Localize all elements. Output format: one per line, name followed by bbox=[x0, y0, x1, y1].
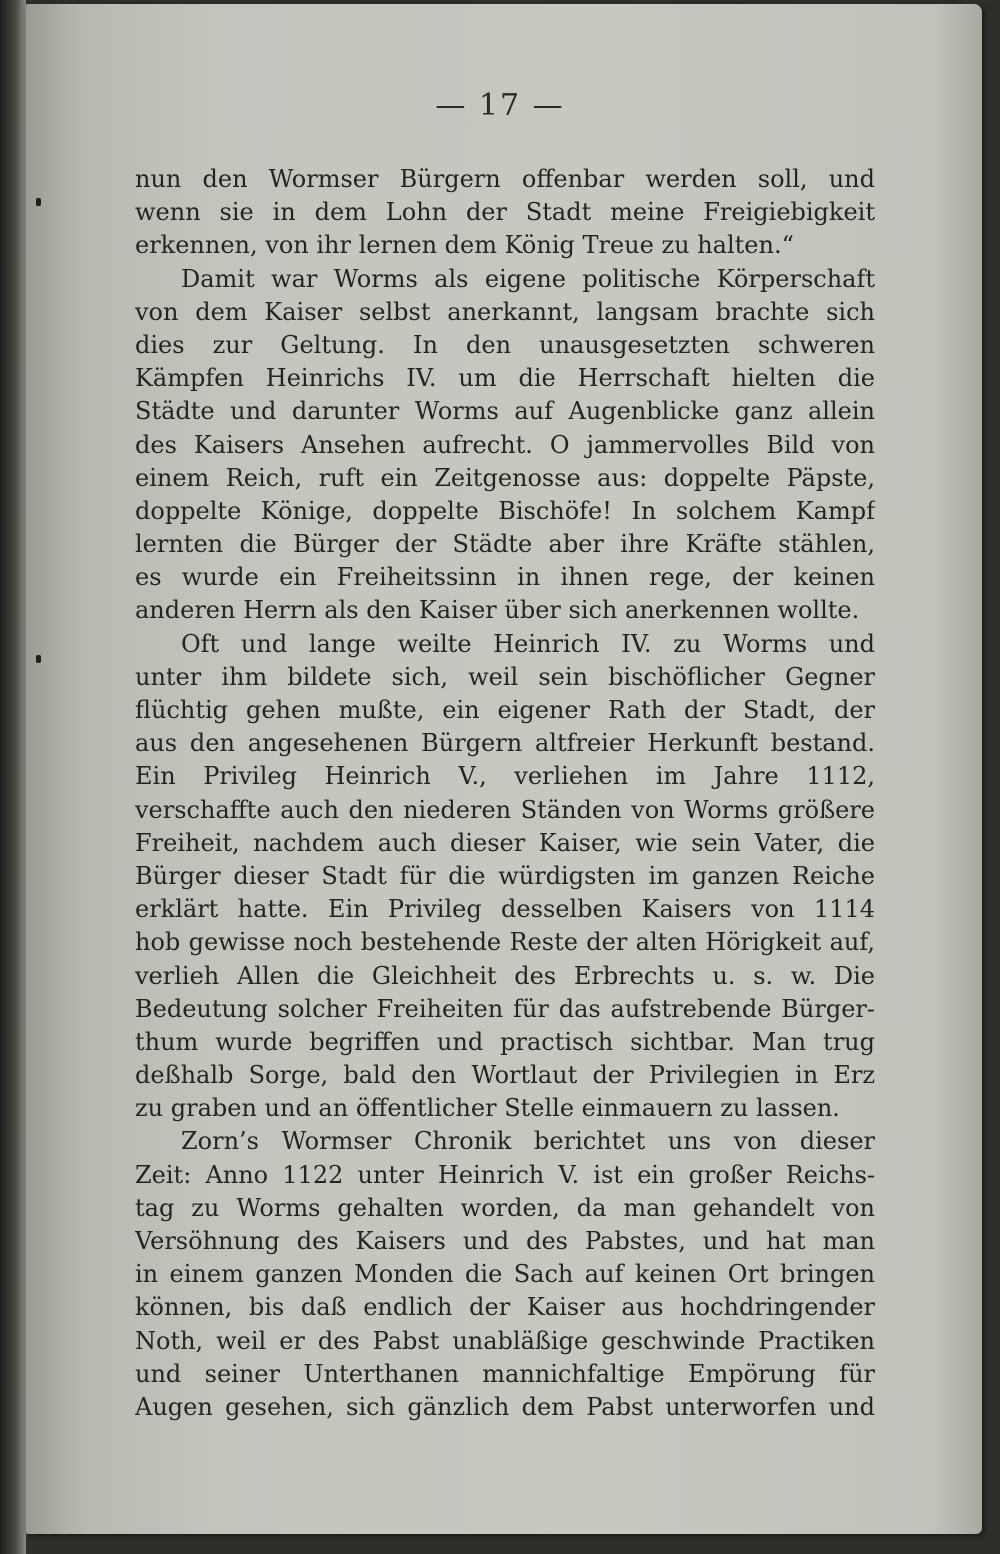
text-line: deßhalb Sorge, bald den Wortlaut der Privilegien in Erz bbox=[135, 1061, 875, 1090]
text-line: nun den Wormser Bürgern offenbar werden soll, und bbox=[135, 165, 875, 193]
text-line: hob gewisse noch bestehende Reste der alten Hörigkeit auf, bbox=[135, 928, 875, 957]
text-line: anderen Herrn als den Kaiser über sich anerkennen wollte. bbox=[135, 596, 860, 625]
text-line: doppelte Könige, doppelte Bischöfe! In solchem Kampf bbox=[135, 496, 875, 525]
text-line: Oft und lange weilte Heinrich IV. zu Worms und bbox=[181, 629, 875, 658]
text-line: Zeit: Anno 1122 unter Heinrich V. ist ein großer Reichs- bbox=[135, 1160, 875, 1189]
text-line: Zorn’s Wormser Chronik berichtet uns von dieser bbox=[181, 1127, 875, 1156]
text-line: von dem Kaiser selbst anerkannt, langsam brachte sich bbox=[135, 297, 875, 326]
text-line: dies zur Geltung. In den unausgesetzten schweren bbox=[135, 330, 875, 359]
body-text bbox=[135, 163, 875, 1424]
text-line: des Kaisers Ansehen aufrecht. O jammervolles Bild von bbox=[135, 430, 875, 459]
text-line: erklärt hatte. Ein Privileg desselben Kaisers von 1114 bbox=[135, 895, 875, 924]
text-line: flüchtig gehen mußte, ein eigener Rath der Stadt, der bbox=[135, 696, 875, 724]
text-line: Städte und darunter Worms auf Augenblicke ganz allein bbox=[135, 397, 875, 426]
text-line: Noth, weil er des Pabst unabläßige geschwinde Practiken bbox=[135, 1326, 875, 1355]
text-line: zu graben und an öffentlicher Stelle einmauern zu lassen. bbox=[135, 1094, 840, 1123]
text-line: thum wurde begriffen und practisch sichtbar. Man trug bbox=[135, 1027, 875, 1056]
text-line: aus den angesehenen Bürgern altfreier Herkunft bestand. bbox=[135, 729, 875, 758]
text-line: lernten die Bürger der Städte aber ihre Kräfte stählen, bbox=[135, 530, 875, 559]
text-line: können, bis daß endlich der Kaiser aus hochdringender bbox=[135, 1293, 875, 1322]
text-line: verlieh Allen die Gleichheit des Erbrechts u. s. w. Die bbox=[135, 961, 875, 990]
text-line: und seiner Unterthanen mannichfaltige Empörung für bbox=[135, 1359, 875, 1388]
text-line: Kämpfen Heinrichs IV. um die Herrschaft hielten die bbox=[135, 364, 875, 393]
text-line: Versöhnung des Kaisers und des Pabstes, und hat man bbox=[135, 1227, 875, 1255]
text-line: es wurde ein Freiheitssinn in ihnen rege, der keinen bbox=[135, 563, 875, 592]
page-number: — 17 — bbox=[435, 88, 565, 123]
text-line: einem Reich, ruft ein Zeitgenosse aus: doppelte Päpste, bbox=[135, 463, 875, 492]
ink-speck bbox=[36, 198, 41, 206]
text-line: Freiheit, nachdem auch dieser Kaiser, wie sein Vater, die bbox=[135, 828, 875, 857]
text-line: unter ihm bildete sich, weil sein bischöflicher Gegner bbox=[135, 662, 875, 691]
ink-speck bbox=[36, 655, 41, 663]
text-line: Ein Privileg Heinrich V., verliehen im Jahre 1112, bbox=[135, 762, 875, 791]
book-spine bbox=[0, 0, 26, 1554]
text-line: Augen gesehen, sich gänzlich dem Pabst unterworfen und bbox=[135, 1392, 875, 1421]
text-line: verschaffte auch den niederen Ständen von Worms größere bbox=[135, 795, 875, 824]
text-line: Bürger dieser Stadt für die würdigsten im ganzen Reiche bbox=[135, 861, 875, 890]
text-line: tag zu Worms gehalten worden, da man gehandelt von bbox=[135, 1193, 875, 1222]
text-line: Bedeutung solcher Freiheiten für das aufstrebende Bürger- bbox=[135, 994, 875, 1023]
text-line: in einem ganzen Monden die Sach auf keinen Ort bringen bbox=[135, 1260, 875, 1289]
text-line: wenn sie in dem Lohn der Stadt meine Freigiebigkeit bbox=[135, 198, 875, 227]
text-line: Damit war Worms als eigene politische Körperschaft bbox=[181, 264, 875, 293]
text-line: erkennen, von ihr lernen dem König Treue zu halten.“ bbox=[135, 231, 794, 260]
